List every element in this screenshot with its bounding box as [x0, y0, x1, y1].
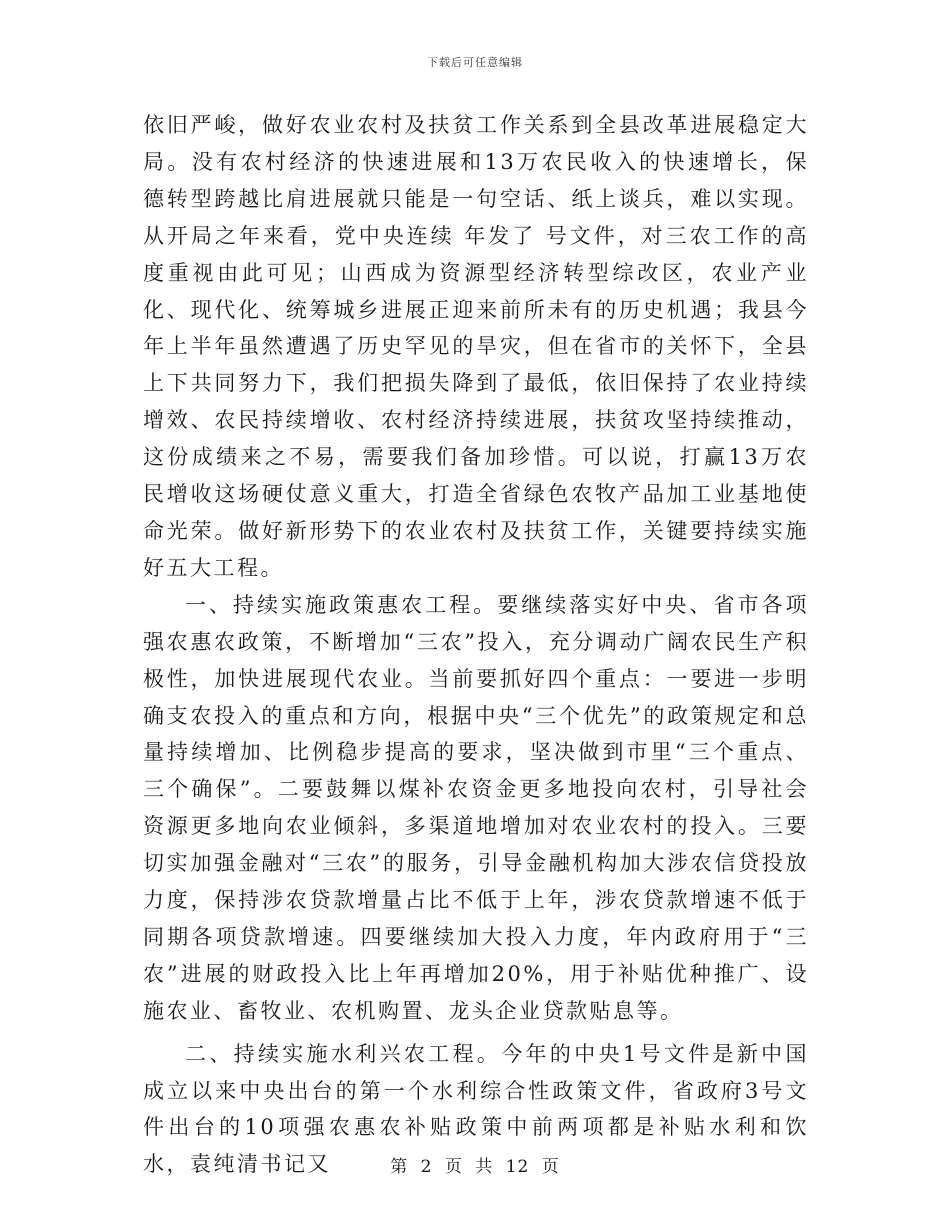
page-prefix: 第: [390, 1157, 409, 1177]
page-footer: [0, 1152, 950, 1177]
page-word: 页: [444, 1157, 463, 1177]
total-prefix: 共: [475, 1157, 494, 1177]
document-body: [143, 107, 809, 1183]
paragraph-section-two: 二、持续实施水利兴农工程。今年的中央1号文件是新中国成立以来中央出台的第一个水利综合性政策文件，省政府3号文件出台的10项强农惠农补贴政策中前两项都是补贴水利和饮水，袁纯清书记又: [143, 1041, 809, 1177]
total-suffix: 页: [541, 1157, 560, 1177]
paragraph-continued: 依旧严峻，做好农业农村及扶贫工作关系到全县改革进展稳定大局。没有农村经济的快速进展和13万农民收入的快速增长，保德转型跨越比肩进展就只能是一句空话、纸上谈兵，难以实现。从开局之年来看，党中央连续 年发了 号文件，对三农工作的高度重视由此可见；山西成为资源型经济转型综改区，农业产业化、现代化、统筹城乡进展正迎来前所未有的历史机遇；我县今年上半年虽然遭遇了历史罕见的旱灾，但在省市的关怀下，全县上下共同努力下，我们把损失降到了最低，依旧保持了农业持续增效、农民持续增收、农村经济持续进展，扶贫攻坚持续推动，这份成绩来之不易，需要我们备加珍惜。可以说，打赢13万农民增收这场硬仗意义重大，打造全省绿色农牧产品加工业基地使命光荣。做好新形势下的农业农村及扶贫工作，关键要持续实施好五大工程。: [143, 113, 809, 580]
header-note: 下载后可任意编辑: [427, 56, 523, 69]
total-pages-number: 12: [505, 1157, 530, 1177]
paragraph-section-one: 一、持续实施政策惠农工程。要继续落实好中央、省市各项强农惠农政策，不断增加“三农”投入，充分调动广阔农民生产积极性，加快进展现代农业。当前要抓好四个重点：一要进一步明确支农投入的重点和方向，根据中央“三个优先”的政策规定和总量持续增加、比例稳步提高的要求，坚决做到市里“三个重点、三个确保”。二要鼓舞以煤补农资金更多地投向农村，引导社会资源更多地向农业倾斜，多渠道地增加对农业农村的投入。三要切实加强金融对“三农”的服务，引导金融机构加大涉农信贷投放力度，保持涉农贷款增量占比不低于上年，涉农贷款增速不低于同期各项贷款增速。四要继续加大投入力度，年内政府用于“三农”进展的财政投入比上年再增加20%，用于补贴优种推广、设施农业、畜牧业、农机购置、龙头企业贷款贴息等。: [143, 592, 809, 1023]
current-page-number: 2: [420, 1157, 433, 1177]
